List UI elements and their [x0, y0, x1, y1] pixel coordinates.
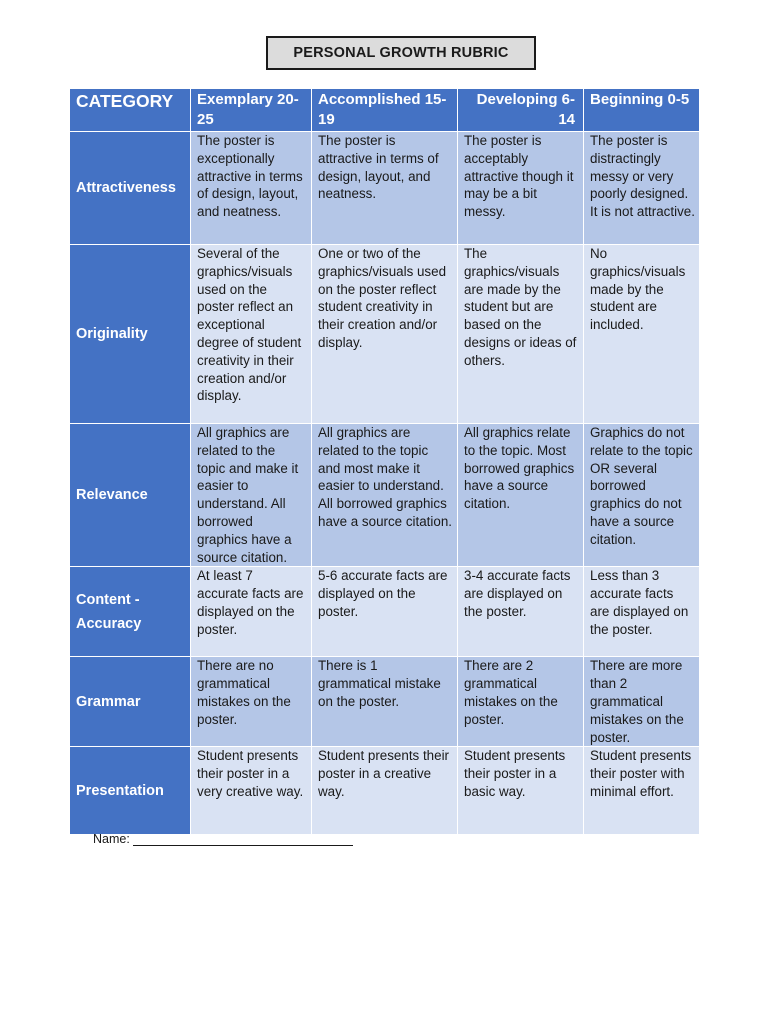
row-content-accuracy [70, 567, 700, 657]
criteria-cell: There are 2 grammatical mistakes on the poster. [458, 657, 584, 747]
criteria-cell: Student presents their poster with minimal effort. [584, 747, 700, 835]
criteria-cell: Student presents their poster in a creative way. [312, 747, 458, 835]
criteria-cell: There is 1 grammatical mistake on the poster. [312, 657, 458, 747]
name-label: Name: [93, 832, 130, 846]
criteria-cell: Student presents their poster in a basic way. [458, 747, 584, 835]
criteria-cell: The graphics/visuals are made by the student but are based on the designs or ideas of others. [458, 245, 584, 424]
category-label: Relevance [70, 424, 191, 567]
category-label: Content - Accuracy [70, 567, 191, 657]
criteria-cell: All graphics relate to the topic. Most borrowed graphics have a source citation. [458, 424, 584, 567]
header-developing: Developing 6-14 [458, 89, 584, 132]
criteria-cell: Less than 3 accurate facts are displayed on the poster. [584, 567, 700, 657]
row-presentation [70, 747, 700, 835]
criteria-cell: Several of the graphics/visuals used on the poster reflect an exceptional degree of student creativity in their creation and/or display. [191, 245, 312, 424]
criteria-cell: The poster is distractingly messy or very poorly designed. It is not attractive. [584, 132, 700, 245]
name-blank-line [133, 832, 353, 846]
category-label: Originality [70, 245, 191, 424]
category-label: Attractiveness [70, 132, 191, 245]
category-label: Presentation [70, 747, 191, 835]
criteria-cell: All graphics are related to the topic and most make it easier to understand. All borrowed graphics have a source citation. [312, 424, 458, 567]
criteria-cell: At least 7 accurate facts are displayed on the poster. [191, 567, 312, 657]
rubric-table [69, 88, 700, 835]
name-field [93, 832, 353, 846]
row-attractiveness [70, 132, 700, 245]
row-grammar [70, 657, 700, 747]
criteria-cell: The poster is attractive in terms of design, layout, and neatness. [312, 132, 458, 245]
criteria-cell: There are more than 2 grammatical mistakes on the poster. [584, 657, 700, 747]
rubric-title: PERSONAL GROWTH RUBRIC [266, 36, 536, 70]
header-beginning: Beginning 0-5 [584, 89, 700, 132]
criteria-cell: One or two of the graphics/visuals used on the poster reflect student creativity in their creation and/or display. [312, 245, 458, 424]
header-category: CATEGORY [70, 89, 191, 132]
header-exemplary: Exemplary 20-25 [191, 89, 312, 132]
row-relevance [70, 424, 700, 567]
header-accomplished: Accomplished 15-19 [312, 89, 458, 132]
criteria-cell: 5-6 accurate facts are displayed on the poster. [312, 567, 458, 657]
header-row [70, 89, 700, 132]
criteria-cell: All graphics are related to the topic and make it easier to understand. All borrowed graphics have a source citation. [191, 424, 312, 567]
criteria-cell: There are no grammatical mistakes on the poster. [191, 657, 312, 747]
category-label: Grammar [70, 657, 191, 747]
criteria-cell: Graphics do not relate to the topic OR several borrowed graphics do not have a source citation. [584, 424, 700, 567]
row-originality [70, 245, 700, 424]
criteria-cell: Student presents their poster in a very creative way. [191, 747, 312, 835]
criteria-cell: The poster is acceptably attractive though it may be a bit messy. [458, 132, 584, 245]
criteria-cell: 3-4 accurate facts are displayed on the poster. [458, 567, 584, 657]
criteria-cell: The poster is exceptionally attractive in terms of design, layout, and neatness. [191, 132, 312, 245]
criteria-cell: No graphics/visuals made by the student are included. [584, 245, 700, 424]
